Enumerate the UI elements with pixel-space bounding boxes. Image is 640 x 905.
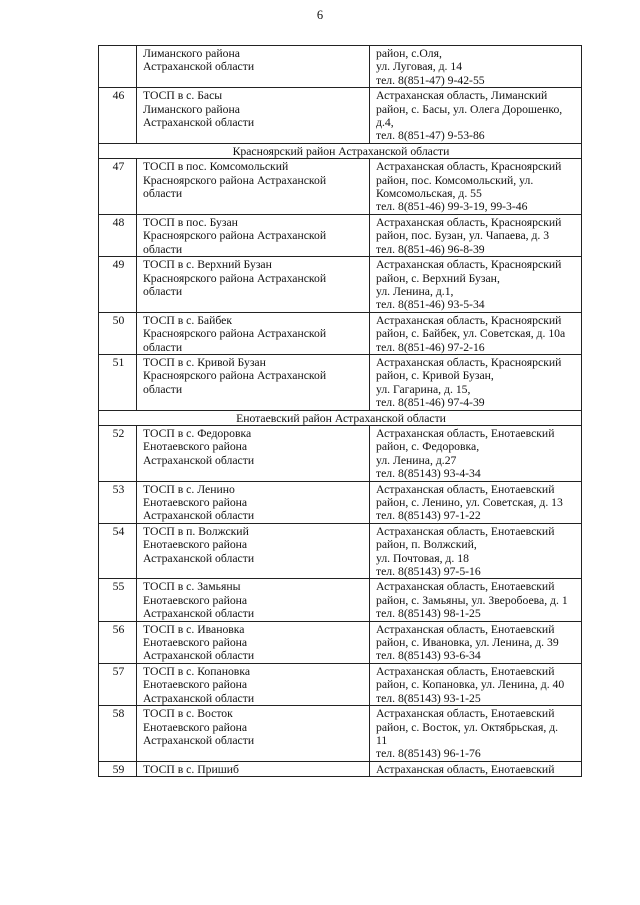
- table-row: [99, 214, 582, 256]
- address-cell: [370, 761, 582, 776]
- address-line: тел. 8(851-46) 97-4-39: [376, 396, 485, 410]
- address-line: тел. 8(85143) 96-1-76: [376, 747, 481, 761]
- office-name-cell: [137, 663, 370, 705]
- row-number: 56: [99, 621, 137, 663]
- office-name-line: Астраханской области: [143, 691, 255, 705]
- address-cell: [370, 481, 582, 523]
- table-row: [99, 523, 582, 579]
- address-line: Астраханская область, Красноярский: [376, 355, 562, 369]
- office-name-cell: [137, 523, 370, 579]
- office-name-line: ТОСП в с. Замьяны: [143, 580, 241, 594]
- address-line: район, пос. Комсомольский, ул.: [376, 173, 534, 187]
- table-row: [99, 88, 582, 144]
- address-line: ул. Ленина, д.1,: [376, 284, 454, 298]
- address-line: Астраханская область, Енотаевский: [376, 622, 555, 636]
- address-line: тел. 8(851-46) 93-5-34: [376, 298, 485, 312]
- address-line: Астраханская область, Енотаевский: [376, 426, 555, 440]
- office-name-line: Енотаевского района: [143, 720, 248, 734]
- office-name-line: Астраханской области: [143, 453, 255, 467]
- address-line: тел. 8(85143) 97-5-16: [376, 565, 481, 579]
- address-line: 11: [376, 733, 388, 747]
- office-name-line: Астраханской области: [143, 607, 255, 621]
- address-cell: [370, 425, 582, 481]
- section-header-row: [99, 143, 582, 158]
- row-number: 58: [99, 706, 137, 762]
- address-line: тел. 8(85143) 93-4-34: [376, 467, 481, 481]
- office-name-line: Красноярского района Астраханской: [143, 369, 327, 383]
- page-number: 6: [316, 8, 324, 22]
- office-name-line: Енотаевского района: [143, 440, 248, 454]
- row-number: 53: [99, 481, 137, 523]
- row-number: 47: [99, 159, 137, 215]
- office-name-cell: [137, 621, 370, 663]
- address-cell: [370, 579, 582, 621]
- table-row: [99, 312, 582, 354]
- address-line: Астраханская область, Енотаевский: [376, 482, 555, 496]
- office-name-line: Красноярского района Астраханской: [143, 271, 327, 285]
- office-name-line: ТОСП в с. Байбек: [143, 313, 233, 327]
- office-name-cell: [137, 257, 370, 313]
- address-line: район, с. Байбек, ул. Советская, д. 10а: [376, 327, 566, 341]
- address-line: тел. 8(85143) 98-1-25: [376, 607, 481, 621]
- address-line: тел. 8(85143) 93-1-25: [376, 691, 481, 705]
- office-name-line: ТОСП в с. Пришиб: [143, 762, 239, 776]
- table-row: [99, 159, 582, 215]
- table-row: [99, 425, 582, 481]
- address-cell: [370, 354, 582, 410]
- office-name-line: Лиманского района: [143, 47, 240, 60]
- office-name-line: области: [143, 340, 183, 354]
- office-name-cell: [137, 159, 370, 215]
- address-line: район, с. Басы, ул. Олега Дорошенко,: [376, 102, 563, 116]
- address-line: район, с. Кривой Бузан,: [376, 369, 494, 383]
- address-line: ул. Луговая, д. 14: [376, 60, 463, 74]
- address-line: тел. 8(851-46) 97-2-16: [376, 340, 485, 354]
- address-line: Астраханская область, Енотаевский: [376, 580, 555, 594]
- office-name-line: ТОСП в пос. Комсомольский: [143, 160, 289, 174]
- address-line: Астраханская область, Красноярский: [376, 258, 562, 272]
- address-line: район, с. Федоровка,: [376, 440, 480, 454]
- table-row: [99, 663, 582, 705]
- office-name-line: Астраханской области: [143, 60, 255, 74]
- office-name-line: ТОСП в с. Копановка: [143, 664, 251, 678]
- address-line: Астраханская область, Красноярский: [376, 215, 562, 229]
- address-line: Астраханская область, Енотаевский: [376, 707, 555, 721]
- office-name-line: ТОСП в с. Басы: [143, 89, 223, 103]
- address-cell: [370, 706, 582, 762]
- row-number: 54: [99, 523, 137, 579]
- address-line: ул. Ленина, д.27: [376, 453, 457, 467]
- address-line: район, с.Оля,: [376, 47, 442, 60]
- office-name-line: Астраханской области: [143, 649, 255, 663]
- address-line: район, с. Верхний Бузан,: [376, 271, 500, 285]
- address-line: район, с. Копановка, ул. Ленина, д. 40: [376, 678, 565, 692]
- office-name-line: области: [143, 382, 183, 396]
- office-name-line: ТОСП в с. Ивановка: [143, 622, 245, 636]
- address-line: Астраханская область, Красноярский: [376, 313, 562, 327]
- address-line: район, пос. Бузан, ул. Чапаева, д. 3: [376, 229, 550, 243]
- office-name-line: области: [143, 284, 183, 298]
- table-row: [99, 706, 582, 762]
- office-name-line: Красноярского района Астраханской: [143, 229, 327, 243]
- address-line: Комсомольская, д. 55: [376, 187, 482, 201]
- office-name-line: ТОСП в с. Кривой Бузан: [143, 355, 266, 369]
- address-cell: [370, 88, 582, 144]
- row-number: 57: [99, 663, 137, 705]
- office-name-line: Енотаевского района: [143, 678, 248, 692]
- address-cell: [370, 663, 582, 705]
- office-name-line: ТОСП в с. Верхний Бузан: [143, 258, 272, 272]
- address-line: Астраханская область, Красноярский: [376, 160, 562, 174]
- table-row: [99, 354, 582, 410]
- address-line: тел. 8(85143) 93-6-34: [376, 649, 481, 663]
- office-name-line: области: [143, 242, 183, 256]
- table-row: [99, 621, 582, 663]
- office-name-cell: [137, 214, 370, 256]
- address-line: тел. 8(851-47) 9-53-86: [376, 129, 485, 143]
- office-name-line: Астраханской области: [143, 551, 255, 565]
- office-name-line: Астраханской области: [143, 733, 255, 747]
- offices-table: [98, 45, 582, 777]
- address-line: район, с. Восток, ул. Октябрьская, д.: [376, 720, 559, 734]
- row-number: 59: [99, 761, 137, 776]
- address-cell: [370, 46, 582, 88]
- address-cell: [370, 214, 582, 256]
- table-row: [99, 46, 582, 88]
- table-row: [99, 257, 582, 313]
- table-row: [99, 579, 582, 621]
- office-name-cell: [137, 88, 370, 144]
- table-row: [99, 481, 582, 523]
- office-name-line: ТОСП в пос. Бузан: [143, 215, 238, 229]
- section-title: Енотаевский район Астраханской области: [99, 410, 582, 425]
- row-number: 55: [99, 579, 137, 621]
- section-header-row: [99, 410, 582, 425]
- table-row: [99, 761, 582, 776]
- address-line: Астраханская область, Енотаевский: [376, 664, 555, 678]
- address-line: Астраханская область, Енотаевский: [376, 762, 555, 776]
- address-cell: [370, 621, 582, 663]
- address-line: д.4,: [376, 116, 394, 130]
- row-number: 46: [99, 88, 137, 144]
- table-body: [99, 46, 582, 777]
- office-name-cell: [137, 706, 370, 762]
- office-name-line: ТОСП в с. Восток: [143, 707, 233, 721]
- address-line: район, с. Замьяны, ул. Зверобоева, д. 1: [376, 593, 568, 607]
- address-line: тел. 8(851-47) 9-42-55: [376, 73, 485, 87]
- office-name-line: Енотаевского района: [143, 636, 248, 650]
- address-line: ул. Почтовая, д. 18: [376, 551, 469, 565]
- address-line: тел. 8(85143) 97-1-22: [376, 509, 481, 523]
- office-name-line: Красноярского района Астраханской: [143, 173, 327, 187]
- office-name-line: Астраханской области: [143, 116, 255, 130]
- office-name-line: ТОСП в п. Волжский: [143, 524, 249, 538]
- office-name-cell: [137, 312, 370, 354]
- address-line: тел. 8(851-46) 96-8-39: [376, 242, 485, 256]
- office-name-line: Лиманского района: [143, 102, 240, 116]
- office-name-line: ТОСП в с. Федоровка: [143, 426, 252, 440]
- row-number: 48: [99, 214, 137, 256]
- section-title: Красноярский район Астраханской области: [99, 143, 582, 158]
- office-name-cell: [137, 481, 370, 523]
- office-name-line: Енотаевского района: [143, 538, 248, 552]
- office-name-line: Астраханской области: [143, 509, 255, 523]
- address-cell: [370, 159, 582, 215]
- row-number: 52: [99, 425, 137, 481]
- address-cell: [370, 523, 582, 579]
- address-line: район, с. Ивановка, ул. Ленина, д. 39: [376, 636, 559, 650]
- office-name-line: области: [143, 187, 183, 201]
- office-name-line: Енотаевского района: [143, 496, 248, 509]
- office-name-line: Красноярского района Астраханской: [143, 327, 327, 341]
- address-line: тел. 8(851-46) 99-3-19, 99-3-46: [376, 200, 528, 214]
- row-number: 49: [99, 257, 137, 313]
- office-name-line: Енотаевского района: [143, 593, 248, 607]
- address-line: район, с. Ленино, ул. Советская, д. 13: [376, 496, 563, 509]
- row-number: [99, 46, 137, 88]
- office-name-cell: [137, 354, 370, 410]
- office-name-cell: [137, 579, 370, 621]
- row-number: 50: [99, 312, 137, 354]
- office-name-cell: [137, 425, 370, 481]
- address-cell: [370, 312, 582, 354]
- address-cell: [370, 257, 582, 313]
- address-line: Астраханская область, Лиманский: [376, 89, 548, 103]
- office-name-line: ТОСП в с. Ленино: [143, 482, 235, 496]
- row-number: 51: [99, 354, 137, 410]
- office-name-cell: [137, 761, 370, 776]
- address-line: район, п. Волжский,: [376, 538, 477, 552]
- office-name-cell: [137, 46, 370, 88]
- address-line: ул. Гагарина, д. 15,: [376, 382, 471, 396]
- address-line: Астраханская область, Енотаевский: [376, 524, 555, 538]
